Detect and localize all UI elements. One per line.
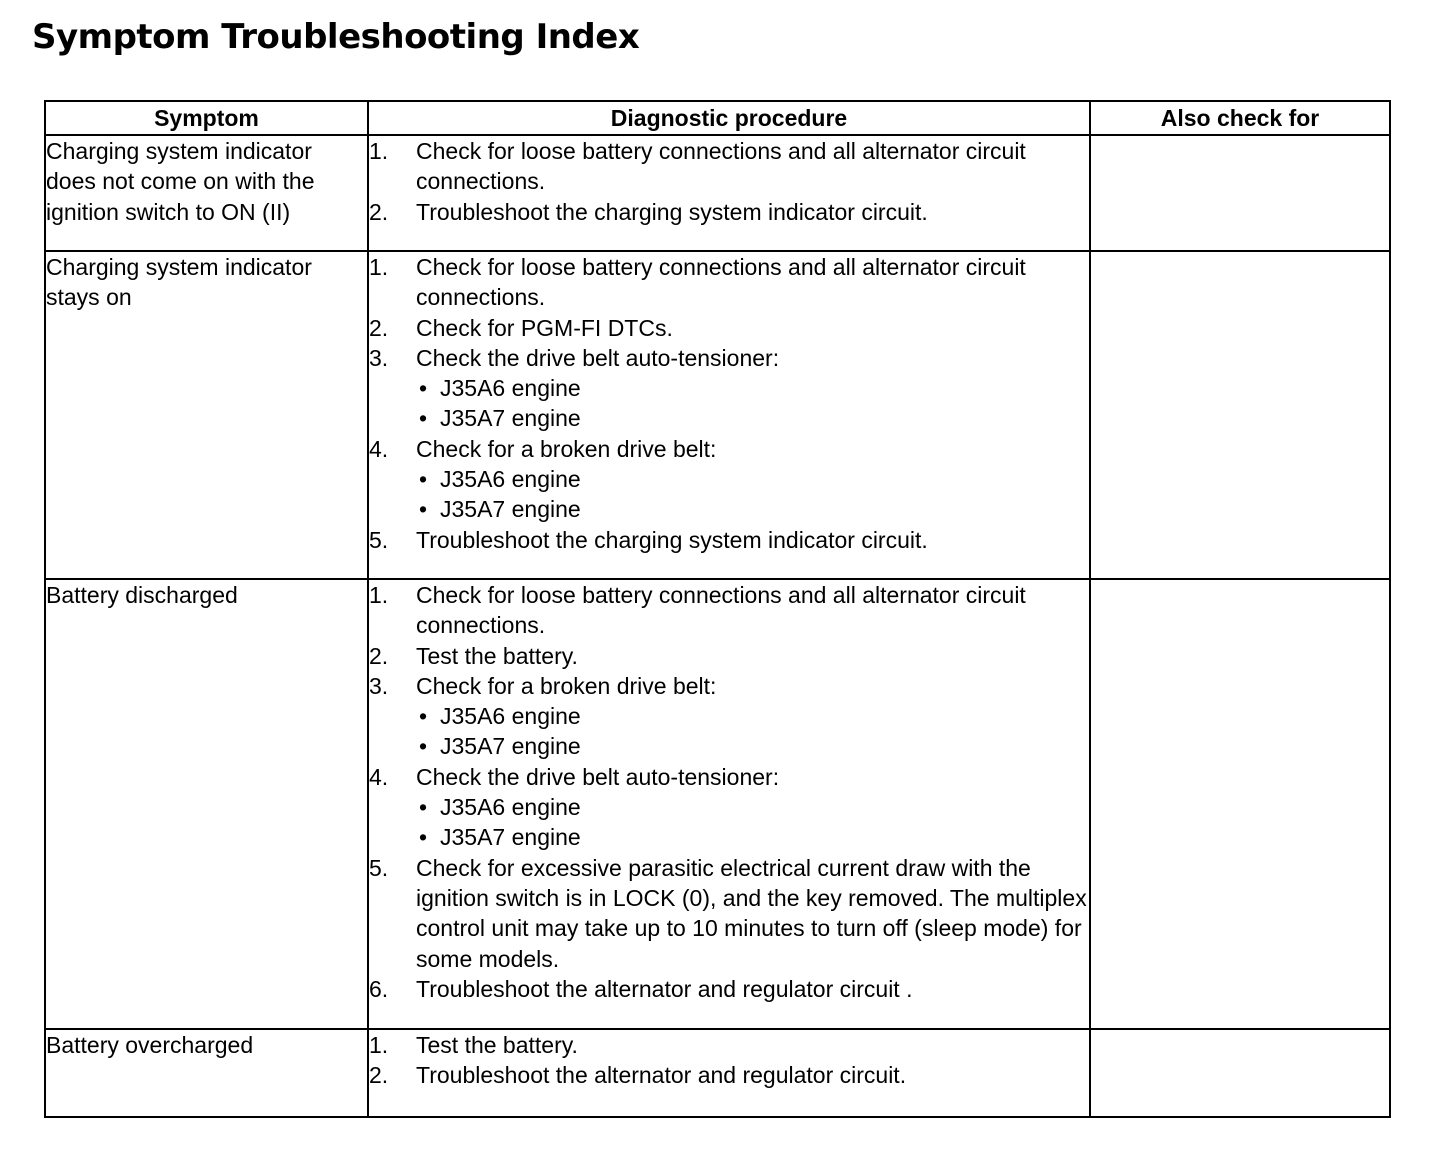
header-also-check-for: Also check for: [1090, 101, 1390, 135]
engine-sublist: [416, 464, 1089, 525]
step-number: 3.: [369, 672, 389, 699]
symptom-cell: Charging system indicator does not come on with the ignition switch to ON (II): [45, 135, 368, 251]
bullet-icon: •: [419, 496, 428, 523]
procedure-step: [369, 252, 1089, 313]
sub-item: [416, 792, 1089, 822]
step-text: Troubleshoot the charging system indicator circuit.: [416, 198, 928, 225]
procedure-step: [369, 762, 1089, 853]
bullet-icon: •: [419, 733, 428, 760]
procedure-step: [369, 1060, 1089, 1090]
bullet-icon: •: [419, 824, 428, 851]
sub-item-text: J35A7 engine: [440, 733, 581, 760]
procedure-cell: [368, 1029, 1090, 1117]
procedure-cell: [368, 251, 1090, 579]
procedure-step: [369, 136, 1089, 197]
procedure-step: [369, 974, 1089, 1004]
sub-item-text: J35A7 engine: [440, 824, 581, 851]
procedure-step: [369, 197, 1089, 227]
sub-item-text: J35A6 engine: [440, 375, 581, 402]
table-row: [45, 579, 1390, 1029]
step-text: Check for a broken drive belt:: [416, 672, 717, 699]
step-text: Check for a broken drive belt:: [416, 435, 717, 462]
step-text: Check the drive belt auto-tensioner:: [416, 344, 780, 371]
sub-item-text: J35A7 engine: [440, 496, 581, 523]
procedure-step: [369, 580, 1089, 641]
procedure-cell: [368, 135, 1090, 251]
step-number: 1.: [369, 1032, 389, 1058]
also-check-cell: [1090, 251, 1390, 579]
procedure-step: [369, 853, 1089, 974]
sub-item: [416, 373, 1089, 403]
symptom-troubleshooting-table: [44, 100, 1391, 1118]
step-text: Troubleshoot the charging system indicator circuit.: [416, 526, 928, 553]
procedure-steps: [369, 252, 1089, 555]
procedure-steps: [369, 580, 1089, 1004]
step-text: Check for excessive parasitic electrical current draw with the ignition switch is in LOCK (0), and the key removed. The multiplex control unit may take up to 10 minutes to turn off (sleep mode) for some models.: [416, 854, 1087, 972]
procedure-steps: [369, 136, 1089, 227]
symptom-cell: Charging system indicator stays on: [45, 251, 368, 579]
procedure-cell: [368, 579, 1090, 1029]
step-number: 1.: [369, 582, 389, 608]
table-row: [45, 1029, 1390, 1117]
procedure-step: [369, 343, 1089, 434]
step-number: 4.: [369, 435, 389, 462]
bullet-icon: •: [419, 466, 428, 493]
sub-item: [416, 464, 1089, 494]
step-number: 2.: [369, 198, 389, 225]
header-symptom: Symptom: [45, 101, 368, 135]
header-diagnostic-procedure: Diagnostic procedure: [368, 101, 1090, 135]
step-number: 5.: [369, 854, 389, 881]
also-check-cell: [1090, 135, 1390, 251]
sub-item-text: J35A6 engine: [440, 703, 581, 730]
step-number: 4.: [369, 763, 389, 790]
step-text: Check for loose battery connections and all alternator circuit connections.: [416, 254, 1026, 311]
step-number: 6.: [369, 975, 389, 1002]
also-check-cell: [1090, 1029, 1390, 1117]
step-text: Check for PGM-FI DTCs.: [416, 314, 673, 341]
page-title: Symptom Troubleshooting Index: [32, 17, 640, 57]
sub-item-text: J35A6 engine: [440, 794, 581, 821]
sub-item: [416, 701, 1089, 731]
step-number: 3.: [369, 344, 389, 371]
step-text: Troubleshoot the alternator and regulator circuit.: [416, 1062, 907, 1089]
sub-item: [416, 822, 1089, 852]
step-number: 1.: [369, 254, 389, 280]
engine-sublist: [416, 701, 1089, 762]
sub-item: [416, 494, 1089, 524]
table-header-row: [45, 101, 1390, 135]
sub-item-text: J35A7 engine: [440, 405, 581, 432]
procedure-steps: [369, 1030, 1089, 1091]
step-text: Check for loose battery connections and all alternator circuit connections.: [416, 582, 1026, 639]
table-row: [45, 135, 1390, 251]
bullet-icon: •: [419, 375, 428, 402]
procedure-step: [369, 671, 1089, 762]
bullet-icon: •: [419, 703, 428, 730]
also-check-cell: [1090, 579, 1390, 1029]
bullet-icon: •: [419, 405, 428, 432]
step-text: Check for loose battery connections and all alternator circuit connections.: [416, 138, 1026, 195]
table-row: [45, 251, 1390, 579]
engine-sublist: [416, 792, 1089, 853]
step-number: 2.: [369, 1062, 389, 1089]
step-text: Troubleshoot the alternator and regulator circuit .: [416, 975, 913, 1002]
bullet-icon: •: [419, 794, 428, 821]
procedure-step: [369, 641, 1089, 671]
step-number: 1.: [369, 138, 389, 164]
engine-sublist: [416, 373, 1089, 434]
step-number: 2.: [369, 314, 389, 341]
step-number: 2.: [369, 642, 389, 669]
step-number: 5.: [369, 526, 389, 553]
procedure-step: [369, 434, 1089, 525]
step-text: Test the battery.: [416, 642, 578, 669]
symptom-cell: Battery discharged: [45, 579, 368, 1029]
step-text: Check the drive belt auto-tensioner:: [416, 763, 780, 790]
step-text: Test the battery.: [416, 1032, 578, 1058]
procedure-step: [369, 525, 1089, 555]
procedure-step: [369, 313, 1089, 343]
sub-item: [416, 403, 1089, 433]
symptom-cell: Battery overcharged: [45, 1029, 368, 1117]
sub-item: [416, 731, 1089, 761]
sub-item-text: J35A6 engine: [440, 466, 581, 493]
procedure-step: [369, 1030, 1089, 1060]
